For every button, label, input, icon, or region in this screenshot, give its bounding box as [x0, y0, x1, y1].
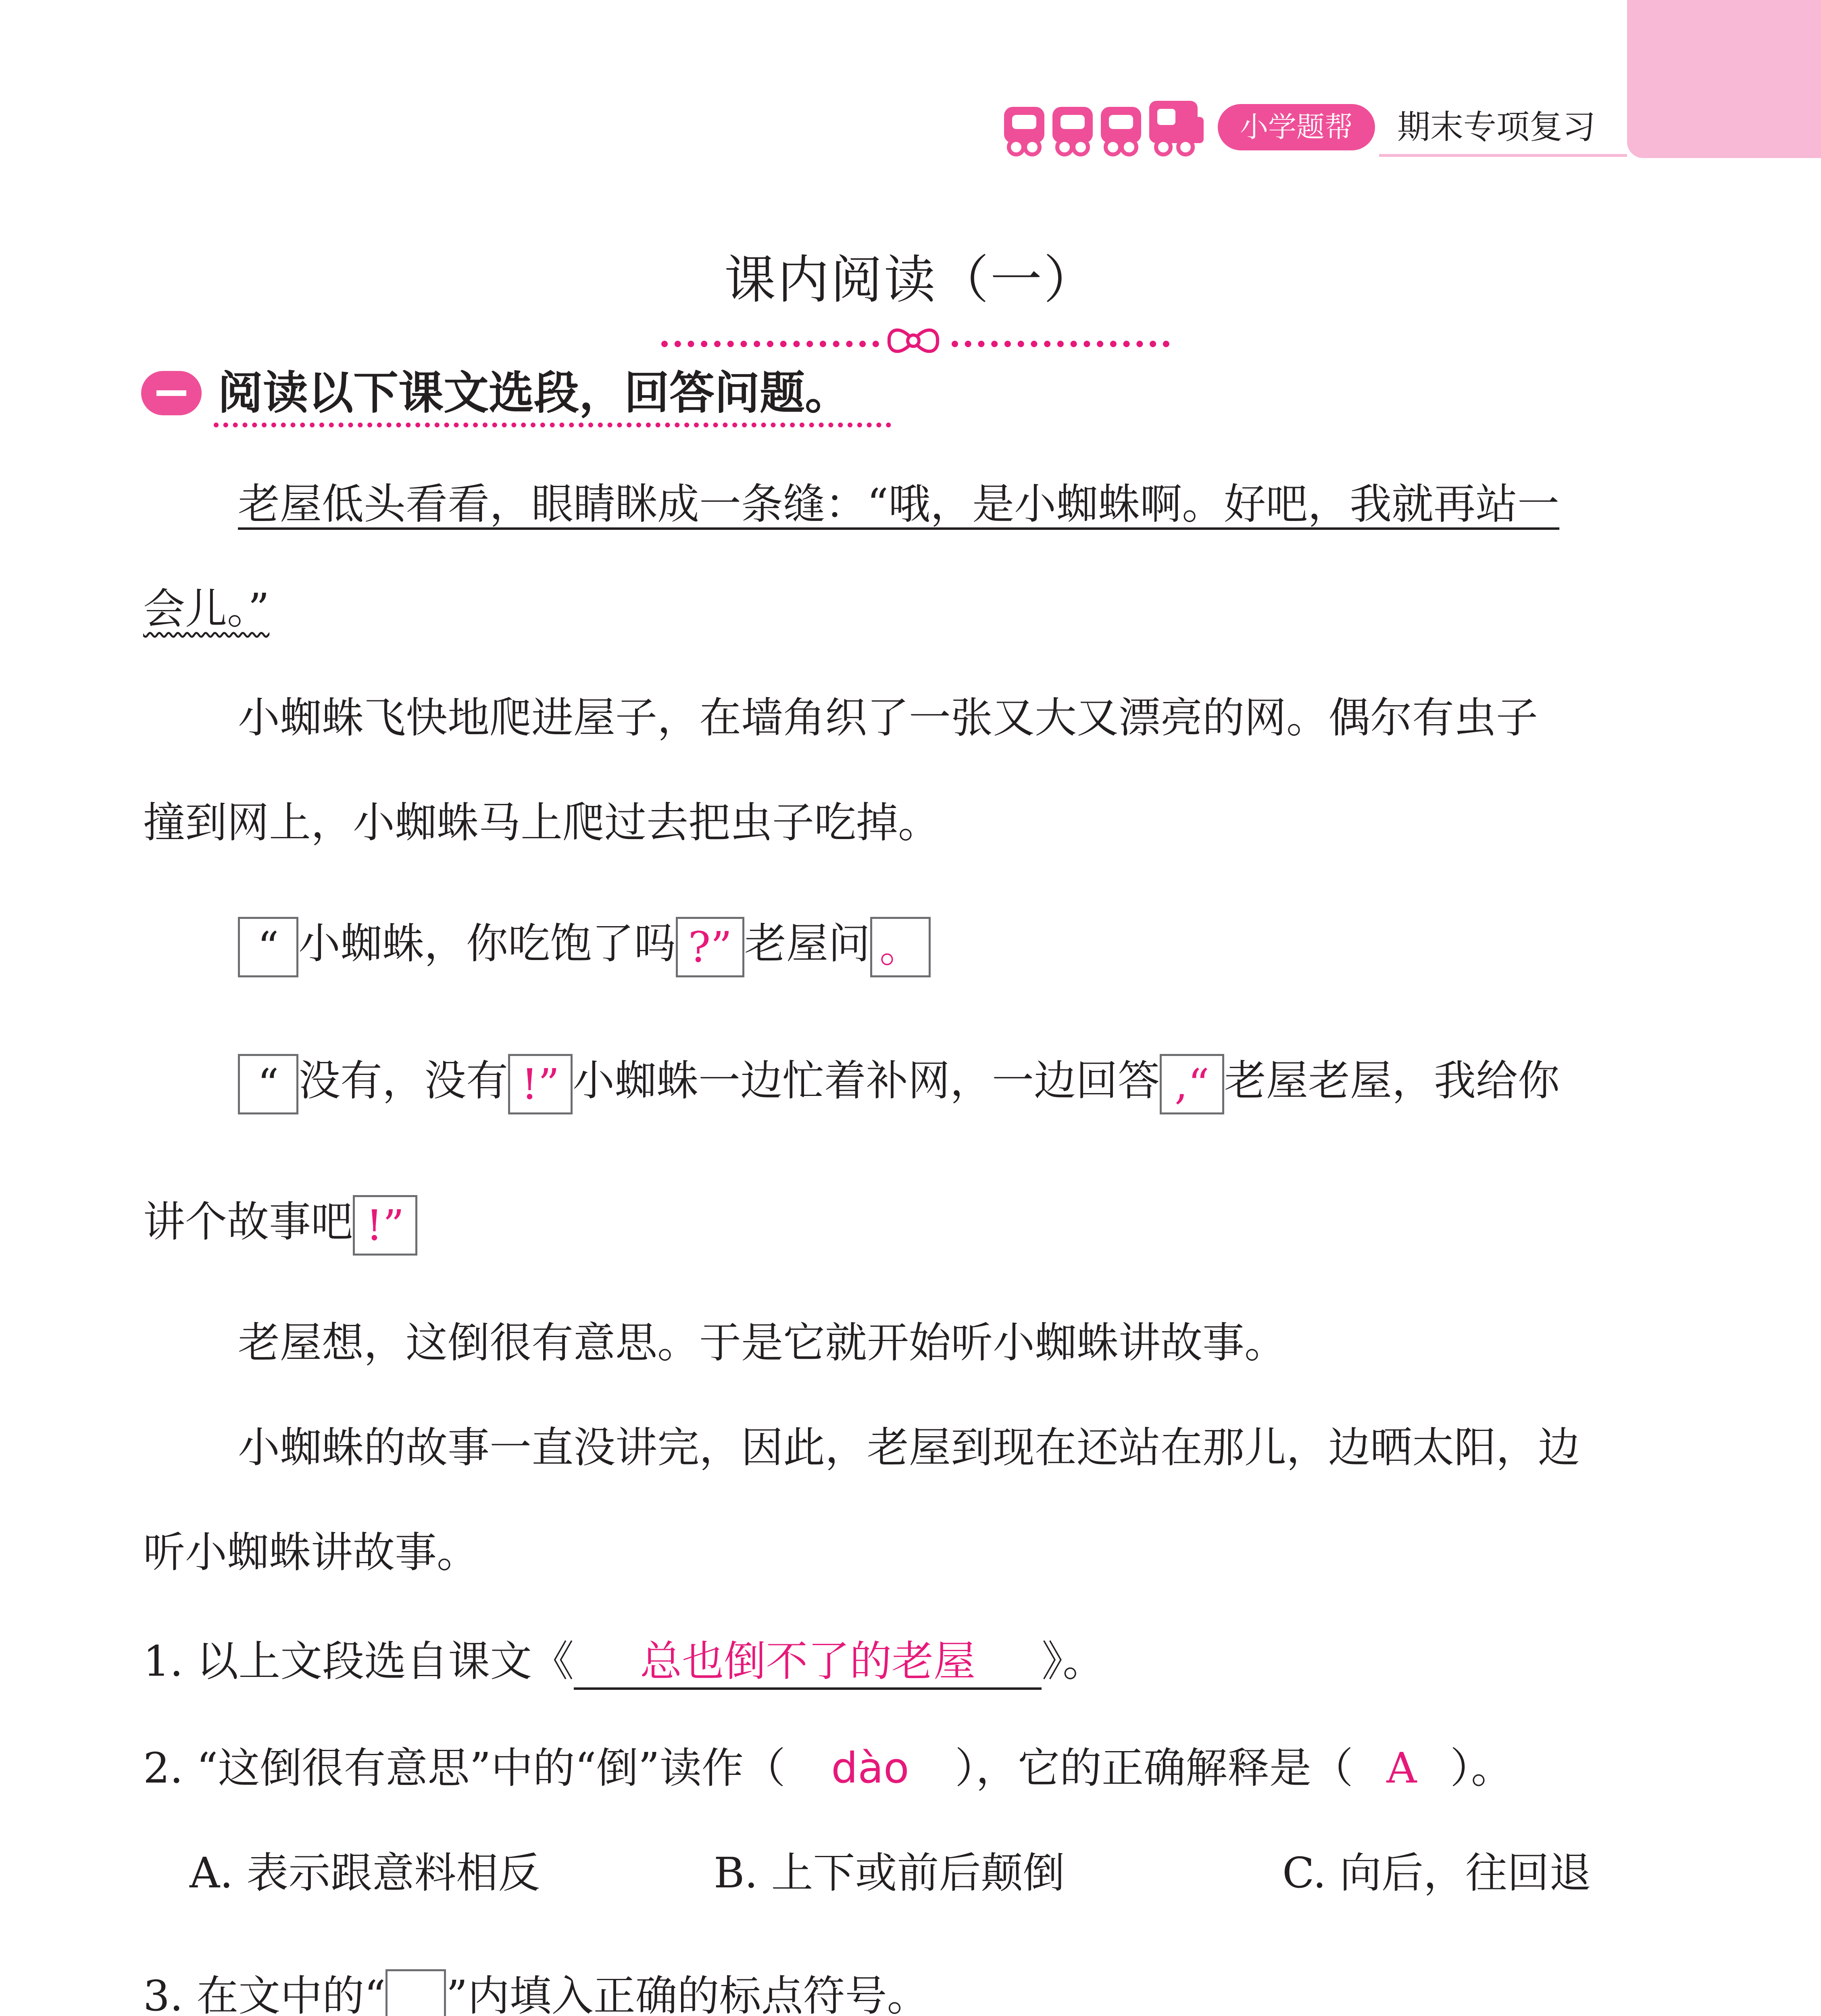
section-number-badge	[141, 371, 202, 415]
punct-box-answer-text: ,“	[1174, 1059, 1210, 1109]
section-number-dash	[156, 390, 186, 396]
section-heading: 阅读以下课文选段，回答问题。	[218, 367, 850, 419]
dialogue-text: 老屋老屋，我给你	[1224, 1056, 1560, 1105]
question-2-answer: A	[1386, 1743, 1417, 1793]
punct-box	[238, 917, 298, 977]
train-icon	[1000, 93, 1210, 161]
question-1-answer: 总也倒不了的老屋	[574, 1635, 1042, 1690]
punct-box-text: “	[257, 922, 279, 972]
punct-box-answer-text: 。	[879, 922, 922, 972]
corner-tab	[1627, 0, 1821, 158]
punct-box	[238, 1054, 298, 1114]
question-3-prefix: 3. 在文中的“	[143, 1971, 386, 2016]
question-2-mid: ），它的正确解释是（	[954, 1743, 1353, 1793]
question-2	[143, 1740, 1513, 1796]
punct-box-text: “	[257, 1059, 279, 1109]
dialogue-text: 小蜘蛛一边忙着补网，一边回答	[573, 1056, 1160, 1105]
punct-box-answer-text: !”	[366, 1200, 404, 1250]
passage-line-1: 老屋低头看看，眼睛眯成一条缝：“哦，是小蜘蛛啊。好吧，我就再站一	[238, 479, 1560, 529]
question-2-prefix: 2. “这倒很有意思”中的“倒”读作（	[143, 1743, 785, 1793]
passage-line-2: 会儿。”	[143, 584, 270, 633]
passage-line-7: 听小蜘蛛讲故事。	[143, 1528, 479, 1577]
section-heading-dots	[214, 423, 891, 427]
option-a: A. 表示跟意料相反	[190, 1848, 540, 1897]
brand-badge: 小学题帮	[1218, 104, 1375, 150]
passage-line-4: 撞到网上，小蜘蛛马上爬过去把虫子吃掉。	[143, 798, 940, 847]
punct-box-answer-text: !”	[521, 1059, 560, 1109]
dialogue-text: 小蜘蛛，你吃饱了吗	[298, 919, 676, 968]
header-divider	[1379, 154, 1627, 157]
dialogue-text: 讲个故事吧	[143, 1197, 353, 1246]
passage-line-6: 小蜘蛛的故事一直没讲完，因此，老屋到现在还站在那儿，边晒太阳，边	[238, 1423, 1580, 1472]
passage-line-5: 老屋想，这倒很有意思。于是它就开始听小蜘蛛讲故事。	[238, 1318, 1287, 1367]
punct-box-answer	[870, 917, 931, 977]
punct-box-sample	[385, 1969, 446, 2016]
passage-line-3: 小蜘蛛飞快地爬进屋子，在墙角织了一张又大又漂亮的网。偶尔有虫子	[238, 693, 1538, 742]
dialogue-text: 没有，没有	[298, 1056, 508, 1105]
page-title: 课内阅读（一）	[724, 250, 1097, 310]
question-1-prefix: 1. 以上文段选自课文《	[143, 1637, 574, 1686]
punct-box-answer	[1160, 1054, 1224, 1114]
question-3	[143, 1968, 929, 2016]
bow-icon	[885, 323, 942, 359]
punct-box-answer	[353, 1195, 417, 1256]
dialogue-text: 老屋问	[744, 919, 871, 968]
dialogue-2	[238, 1052, 1560, 1114]
question-2-pinyin: dào	[831, 1743, 909, 1793]
option-c: C. 向后，往回退	[1282, 1848, 1591, 1897]
dialogue-2-cont	[143, 1193, 417, 1256]
question-1	[143, 1633, 1104, 1690]
title-dots-right	[952, 341, 1169, 347]
title-dots-left	[661, 341, 879, 347]
header-title: 期末专项复习	[1397, 108, 1596, 146]
question-3-suffix: ”内填入正确的标点符号。	[446, 1971, 929, 2016]
dialogue-1	[238, 915, 931, 977]
punct-box-answer	[508, 1054, 573, 1114]
question-1-suffix: 》。	[1042, 1637, 1105, 1686]
option-b: B. 上下或前后颠倒	[714, 1848, 1065, 1897]
question-2-suffix: ）。	[1450, 1743, 1513, 1793]
punct-box-answer-text: ?”	[688, 922, 732, 972]
punct-box-answer	[676, 917, 744, 977]
